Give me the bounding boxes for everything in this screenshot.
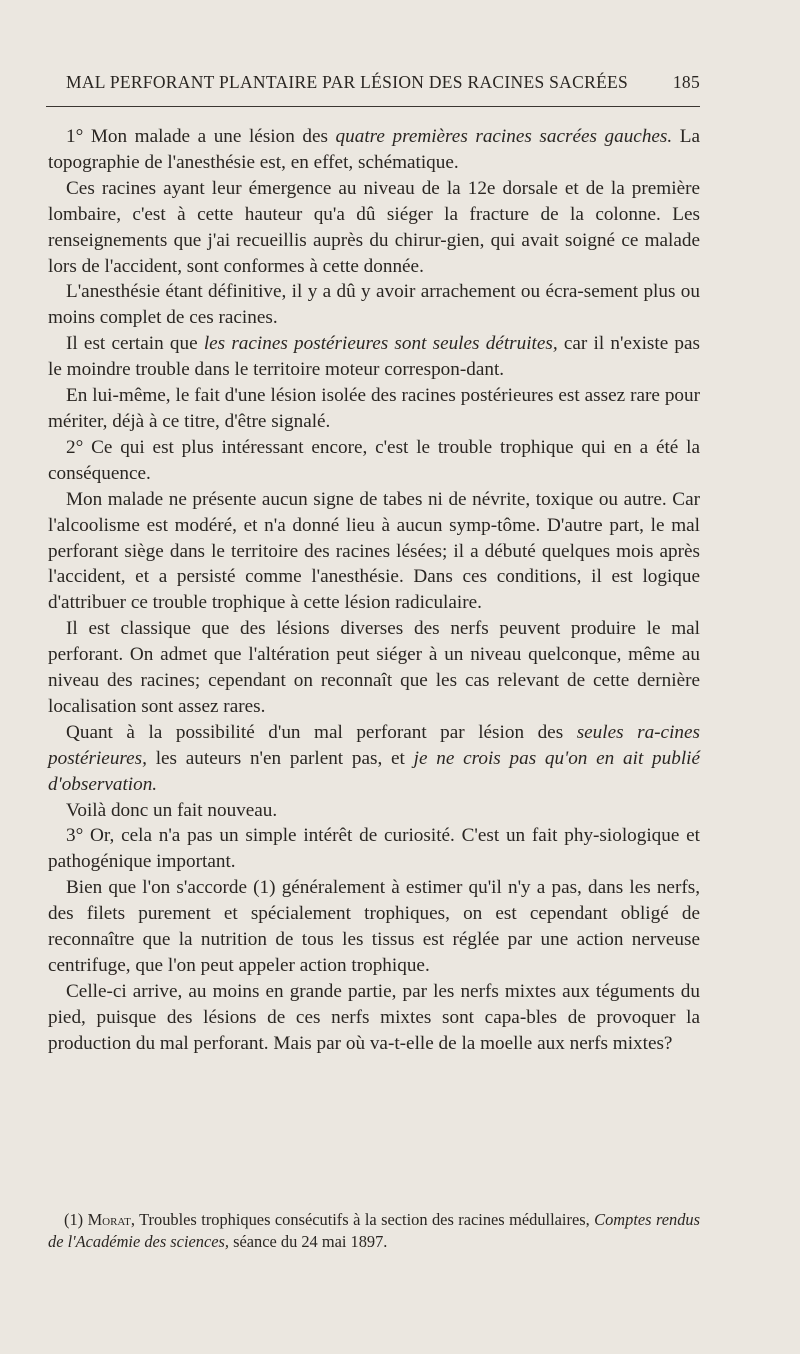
footnote-date: séance du 24 mai 1897. — [229, 1231, 388, 1251]
page-number: 185 — [672, 72, 700, 92]
header-rule — [46, 106, 700, 107]
italic-run: les racines postérieures sont seules détruites, — [203, 333, 558, 355]
footnote-journal: Comptes rendus de l'Académie des sciences, — [48, 1210, 700, 1251]
paragraph-6: 2° Ce qui est plus intéressant encore, c'est le trouble trophique qui en a été la conséquence. — [48, 436, 700, 484]
paragraph-11: 3° Or, cela n'a pas un simple intérêt de curiosité. C'est un fait phy-siologique et pathogénique important. — [48, 825, 700, 873]
paragraph-4 — [48, 331, 700, 383]
italic-run: je ne crois pas qu'on en ait publié d'observation. — [48, 747, 700, 795]
paragraph-3: L'anesthésie étant définitive, il y a dû y avoir arrachement ou écra-sement plus ou moins complet de ces racines. — [48, 281, 700, 329]
footnote-marker: (1) — [64, 1210, 88, 1229]
italic-run: seules ra-cines postérieures, — [48, 721, 700, 769]
paragraph-12: Bien que l'on s'accorde (1) généralement à estimer qu'il n'y a pas, dans les nerfs, des filets purement et spécialement trophiques, on est cependant obligé de reconnaître que la nutrition de tous les tissus est réglée par une action nerveuse centrifuge, que l'on peut appeler action trophique. — [48, 877, 700, 976]
italic-run: quatre premières racines sacrées gauches. — [335, 126, 673, 147]
paragraph-13: Celle-ci arrive, au moins en grande partie, par les nerfs mixtes aux téguments du pied, puisque des lésions de ces nerfs mixtes sont capa-bles de provoquer la production du mal perforant. Mais par où va-t-elle de la moelle aux nerfs mixtes? — [48, 980, 700, 1054]
paragraph-2: Ces racines ayant leur émergence au niveau de la 12e dorsale et de la première lombaire, c'est à cette hauteur qu'a dû siéger la fracture de la colonne. Les renseignements que j'ai recueillis auprès du chirur-gien, qui avait soigné ce malade lors de l'accident, sont conformes à cette donnée. — [48, 177, 700, 277]
text-run: les auteurs n'en parlent pas, et — [146, 747, 414, 769]
paragraph-5: En lui-même, le fait d'une lésion isolée des racines postérieures est assez rare pour mériter, déjà à ce titre, d'être signalé. — [48, 385, 700, 432]
footnote-title: , Troubles trophiques consécutifs à la section des racines médullaires, — [130, 1210, 595, 1229]
running-header — [66, 72, 700, 93]
paragraph-9 — [48, 720, 700, 798]
footnote — [48, 1209, 700, 1252]
text-run: 1° Mon malade a une lésion des — [66, 126, 336, 147]
paragraph-8: Il est classique que des lésions diverses des nerfs peuvent produire le mal perforant. On admet que l'altération peut siéger à un niveau quelconque, même au niveau des racines; cependant on reconnaît que les cas relevant de cette dernière localisation sont assez rares. — [48, 618, 700, 717]
paragraph-10: Voilà donc un fait nouveau. — [66, 799, 278, 821]
paragraph-7: Mon malade ne présente aucun signe de tabes ni de névrite, toxique ou autre. Car l'alcoolisme est modéré, et n'a donné lieu à aucun symp-tôme. D'autre part, le mal perforant siège dans le territoire des racines lésées; il a débuté quelques mois après l'accident, et a persisté comme l'anesthésie. Dans ces conditions, il est logique d'attribuer ce trouble trophique à cette lésion radiculaire. — [48, 488, 700, 614]
text-run: Il est certain que — [66, 333, 204, 355]
footnote-author: Morat — [87, 1210, 131, 1229]
body-text — [48, 124, 700, 1057]
running-title: MAL PERFORANT PLANTAIRE PAR LÉSION DES RACINES SACRÉES — [66, 72, 629, 92]
text-run: car il n'existe pas le moindre trouble dans le territoire moteur correspon-dant. — [48, 333, 701, 381]
text-run: Quant à la possibilité d'un mal perforant par lésion des — [66, 721, 577, 743]
footnote-text — [48, 1209, 700, 1252]
paragraph-1 — [48, 124, 700, 176]
text-run: La topographie de l'anesthésie est, en effet, schématique. — [48, 126, 701, 173]
